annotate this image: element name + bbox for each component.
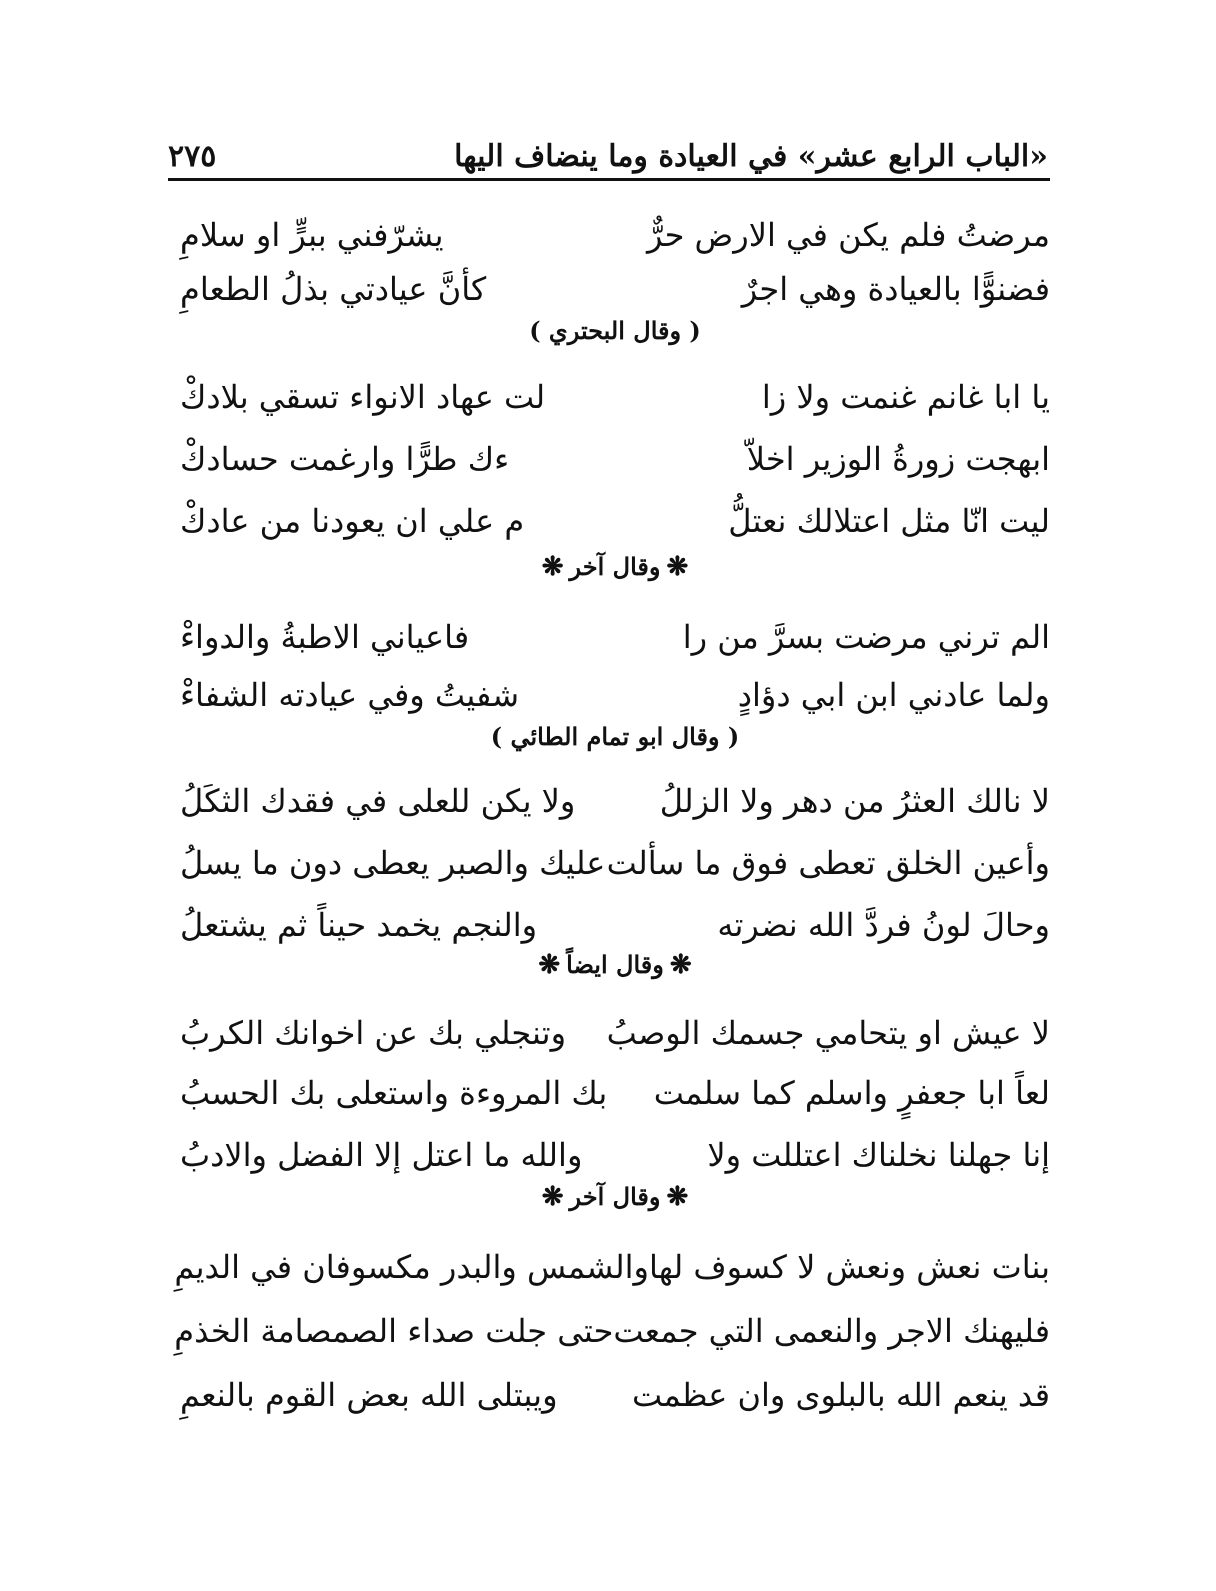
page-number: ٢٧٥ — [168, 139, 217, 174]
ornament-icon: ❋ — [666, 1182, 689, 1212]
verse-first-hemistich: لا عيش او يتحامي جسمك الوصبُ — [606, 1014, 1050, 1052]
ornament-icon: ❋ — [541, 552, 564, 582]
verse-second-hemistich: م علي ان يعودنا من عادكْ — [180, 502, 525, 540]
verse-line — [180, 826, 1050, 882]
verse-second-hemistich: يشرّفني ببرٍّ او سلامِ — [180, 216, 444, 254]
verse-second-hemistich: كأنَّ عيادتي بذلُ الطعامِ — [180, 270, 487, 308]
verse-second-hemistich: فاعياني الاطبةُ والدواءْ — [180, 618, 470, 656]
verse-line — [180, 252, 1050, 308]
ornament-icon: ❋ — [666, 552, 689, 582]
verse-line — [174, 1230, 1050, 1286]
verse-line — [180, 1358, 1050, 1414]
poet-heading — [180, 1182, 1050, 1222]
verse-line — [180, 198, 1050, 254]
verse-line — [180, 484, 1050, 540]
chapter-title: «الباب الرابع عشر» في العيادة وما ينضاف اليها — [454, 139, 1048, 174]
verse-first-hemistich: ليت انّا مثل اعتلالك نعتلُّ — [728, 502, 1050, 540]
verse-line — [180, 1118, 1050, 1174]
verse-first-hemistich: إنا جهلنا نخلناك اعتللت ولا — [707, 1136, 1050, 1174]
verse-first-hemistich: ولما عادني ابن ابي دؤادٍ — [737, 676, 1050, 714]
verse-first-hemistich: قد ينعم الله بالبلوى وان عظمت — [632, 1376, 1050, 1414]
verse-second-hemistich: والنجم يخمد حيناً ثم يشتعلُ — [180, 906, 538, 944]
verse-line — [180, 600, 1050, 656]
verse-first-hemistich: الم ترني مرضت بسرَّ من را — [682, 618, 1050, 656]
verse-first-hemistich: بنات نعش ونعش لا كسوف لها — [648, 1248, 1050, 1286]
poet-heading — [180, 950, 1050, 990]
verse-second-hemistich: ويبتلى الله بعض القوم بالنعمِ — [180, 1376, 558, 1414]
verse-first-hemistich: ابهجت زورةُ الوزير اخلاّ — [746, 440, 1050, 478]
verse-line — [174, 1294, 1050, 1350]
verse-second-hemistich: عليك والصبر يعطى دون ما يسلُ — [180, 844, 606, 882]
verse-second-hemistich: شفيتُ وفي عيادته الشفاءْ — [180, 676, 519, 714]
verse-first-hemistich: مرضتُ فلم يكن في الارض حرٌّ — [646, 216, 1050, 254]
verse-first-hemistich: لعاً ابا جعفرٍ واسلم كما سلمت — [653, 1074, 1050, 1112]
verse-second-hemistich: حتى جلت صداء الصمصامة الخذمِ — [174, 1312, 614, 1350]
header-rule — [168, 178, 1050, 181]
verse-line — [180, 422, 1050, 478]
verse-line — [180, 888, 1050, 944]
poet-heading-text: وقال آخر — [569, 552, 661, 581]
poet-heading: ( وقال ابو تمام الطائي ) — [490, 722, 740, 751]
verse-second-hemistich: ولا يكن للعلى في فقدك الثكَلُ — [180, 782, 576, 820]
poet-heading-text: وقال آخر — [569, 1182, 661, 1211]
verse-first-hemistich: يا ابا غانم غنمت ولا زا — [761, 378, 1050, 416]
verse-line — [180, 658, 1050, 714]
verse-second-hemistich: وتنجلي بك عن اخوانك الكربُ — [180, 1014, 567, 1052]
page-header — [168, 118, 1048, 174]
verse-second-hemistich: والشمس والبدر مكسوفان في الديمِ — [174, 1248, 649, 1286]
verse-line — [180, 764, 1050, 820]
verse-line — [180, 1056, 1050, 1112]
poet-heading — [180, 552, 1050, 592]
poet-heading: ( وقال البحتري ) — [529, 316, 701, 345]
ornament-icon: ❋ — [538, 950, 561, 980]
poet-heading-text: وقال ايضاً — [566, 950, 664, 979]
verse-line — [180, 996, 1050, 1052]
verse-first-hemistich: وحالَ لونُ فردَّ الله نضرته — [717, 906, 1050, 944]
verse-second-hemistich: بك المروءة واستعلى بك الحسبُ — [180, 1074, 608, 1112]
verse-line — [180, 360, 1050, 416]
ornament-icon: ❋ — [541, 1182, 564, 1212]
verse-second-hemistich: والله ما اعتل إلا الفضل والادبُ — [180, 1136, 583, 1174]
verse-first-hemistich: وأعين الخلق تعطى فوق ما سألت — [606, 844, 1050, 882]
verse-first-hemistich: فليهنك الاجر والنعمى التي جمعت — [613, 1312, 1050, 1350]
verse-second-hemistich: ءك طرًّا وارغمت حسادكْ — [180, 440, 510, 478]
verse-first-hemistich: لا نالك العثرُ من دهر ولا الزللُ — [659, 782, 1050, 820]
verse-first-hemistich: فضنوًّا بالعيادة وهي اجرٌ — [741, 270, 1050, 308]
verse-second-hemistich: لت عهاد الانواء تسقي بلادكْ — [180, 378, 546, 416]
ornament-icon: ❋ — [669, 950, 692, 980]
